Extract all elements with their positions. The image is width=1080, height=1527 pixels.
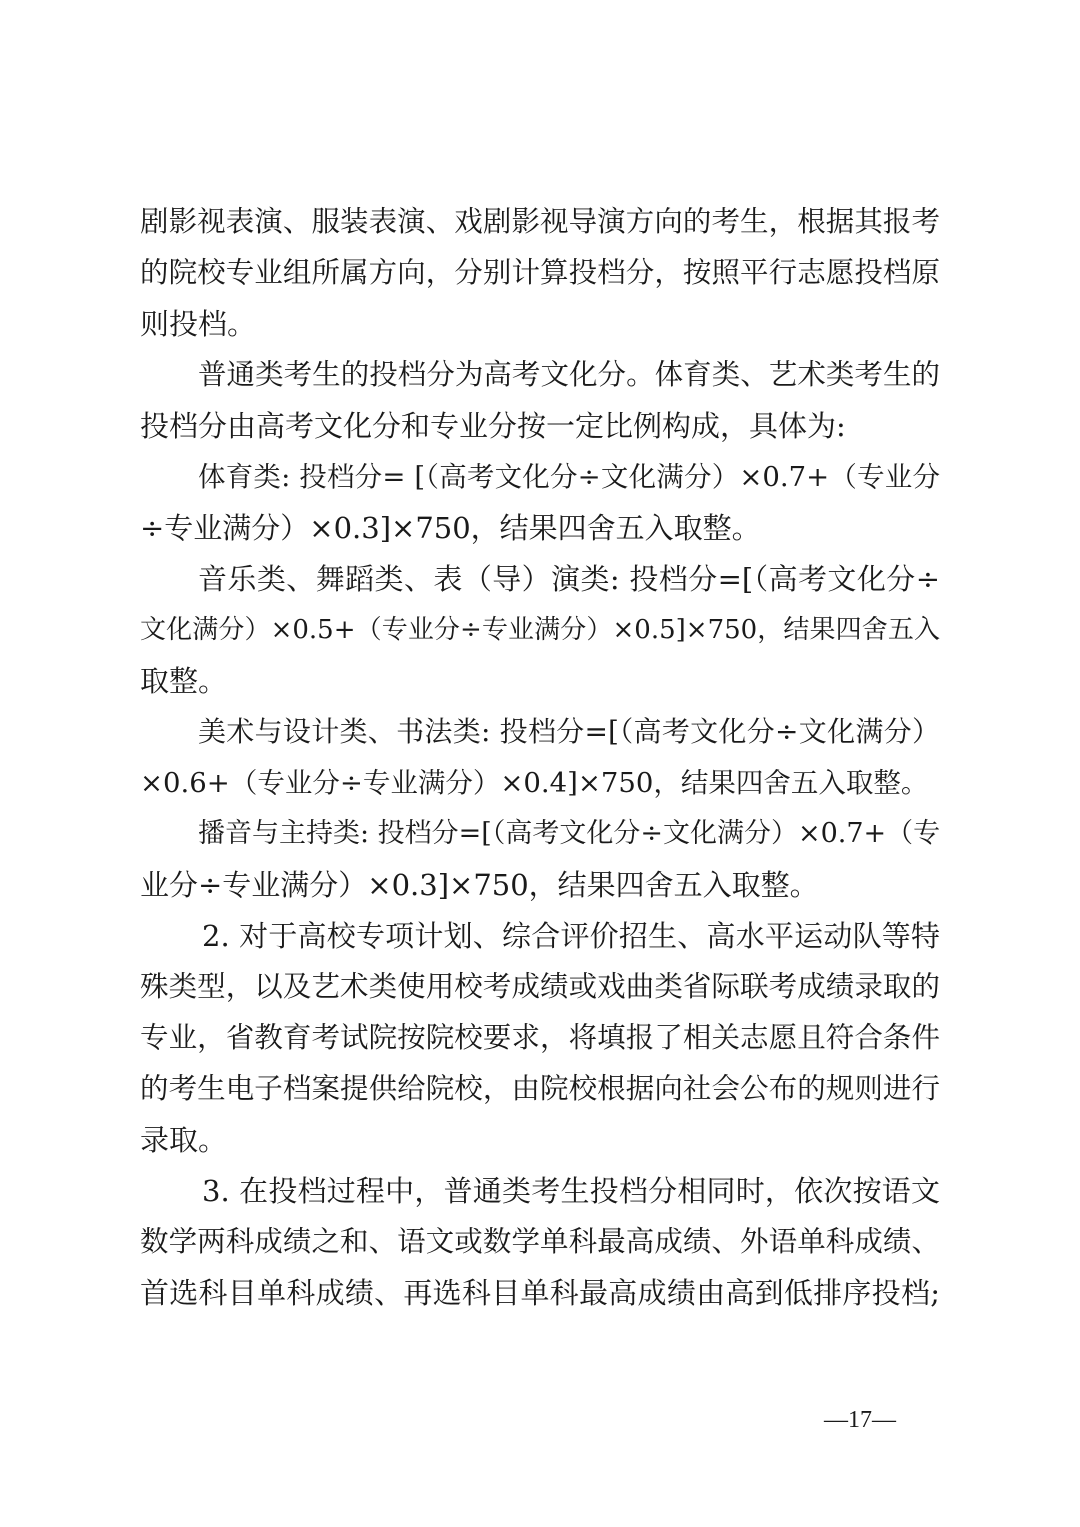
text-line: 美术与设计类、书法类: 投档分=[（高考文化分÷文化满分） (198, 715, 940, 748)
text-line: 剧影视表演、服装表演、戏剧影视导演方向的考生，根据其报考 (140, 205, 940, 238)
text-line: ×0.6+（专业分÷专业满分）×0.4]×750，结果四舍五入取整。 (140, 767, 929, 799)
text-line: ÷专业满分）×0.3]×750，结果四舍五入取整。 (140, 511, 761, 545)
text-line: 殊类型，以及艺术类使用校考成绩或戏曲类省际联考成绩录取的 (140, 970, 940, 1003)
text-line: 2. 对于高校专项计划、综合评价招生、高水平运动队等特 (202, 919, 940, 953)
text-line: 文化满分）×0.5+（专业分÷专业满分）×0.5]×750，结果四舍五入 (140, 615, 940, 645)
text-line: 的院校专业组所属方向，分别计算投档分，按照平行志愿投档原 (140, 256, 940, 289)
text-line: 录取。 (140, 1123, 228, 1157)
text-line: 普通类考生的投档分为高考文化分。体育类、艺术类考生的 (198, 358, 940, 391)
text-line: 数学两科成绩之和、语文或数学单科最高成绩、外语单科成绩、 (140, 1225, 940, 1258)
text-line: 体育类: 投档分= [（高考文化分÷文化满分）×0.7+（专业分 (198, 461, 940, 493)
text-line: 首选科目单科成绩、再选科目单科最高成绩由高到低排序投档; (140, 1276, 940, 1310)
text-line: 取整。 (140, 664, 228, 698)
text-line: 播音与主持类: 投档分=[（高考文化分÷文化满分）×0.7+（专 (198, 818, 941, 849)
text-line: 则投档。 (140, 307, 257, 341)
text-line: 投档分由高考文化分和专业分按一定比例构成，具体为: (140, 409, 846, 443)
text-line: 音乐类、舞蹈类、表（导）演类: 投档分=[（高考文化分÷ (198, 562, 940, 596)
text-line: 3. 在投档过程中，普通类考生投档分相同时，依次按语文 (202, 1174, 940, 1208)
page-number: —17— (824, 1407, 896, 1433)
text-line: 专业，省教育考试院按院校要求，将填报了相关志愿且符合条件 (140, 1021, 940, 1054)
text-line: 业分÷专业满分）×0.3]×750，结果四舍五入取整。 (140, 868, 819, 902)
text-line: 的考生电子档案提供给院校，由院校根据向社会公布的规则进行 (140, 1072, 940, 1105)
